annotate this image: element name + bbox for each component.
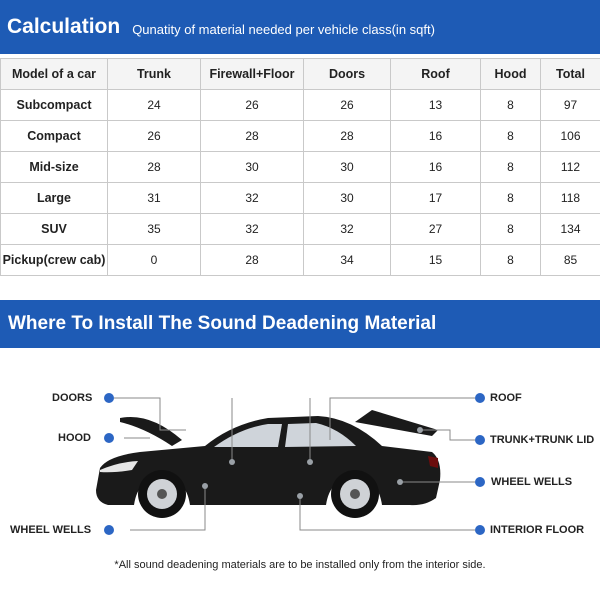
cell: 26 (201, 90, 304, 121)
cell: 27 (391, 214, 481, 245)
marker-hood-icon (104, 433, 114, 443)
header-doors: Doors (304, 59, 391, 90)
footnote: *All sound deadening materials are to be installed only from the interior side. (114, 559, 486, 571)
cell: 13 (391, 90, 481, 121)
cell: 26 (108, 121, 201, 152)
cell: 28 (201, 245, 304, 276)
car-illustration (96, 410, 440, 518)
cell: 24 (108, 90, 201, 121)
calculation-subtitle: Qunatity of material needed per vehicle class(in sqft) (132, 21, 435, 37)
cell: 32 (304, 214, 391, 245)
cell: 28 (304, 121, 391, 152)
row-label: SUV (1, 214, 108, 245)
cell: 8 (481, 214, 541, 245)
marker-trunk-icon (475, 435, 485, 445)
cell: 31 (108, 183, 201, 214)
cell: 32 (201, 183, 304, 214)
label-trunk: TRUNK+TRUNK LID (490, 434, 595, 446)
cell: 16 (391, 121, 481, 152)
cell: 8 (481, 183, 541, 214)
marker-wheel-wells-right-icon (475, 477, 485, 487)
row-label: Mid-size (1, 152, 108, 183)
label-roof: ROOF (490, 392, 522, 404)
label-hood: HOOD (58, 432, 91, 444)
header-roof: Roof (391, 59, 481, 90)
label-doors: DOORS (52, 392, 93, 404)
cell: 30 (201, 152, 304, 183)
cell: 106 (541, 121, 600, 152)
label-wheel-wells-right: WHEEL WELLS (491, 476, 573, 488)
cell: 30 (304, 152, 391, 183)
header-total: Total (541, 59, 600, 90)
header-model: Model of a car (1, 59, 108, 90)
cell: 35 (108, 214, 201, 245)
label-wheel-wells-left: WHEEL WELLS (10, 524, 92, 536)
cell: 16 (391, 152, 481, 183)
cell: 118 (541, 183, 600, 214)
cell: 28 (201, 121, 304, 152)
calculation-title: Calculation (7, 15, 121, 38)
cell: 15 (391, 245, 481, 276)
cell: 17 (391, 183, 481, 214)
cell: 8 (481, 121, 541, 152)
marker-roof-icon (475, 393, 485, 403)
header-hood: Hood (481, 59, 541, 90)
header-firewall-floor: Firewall+Floor (201, 59, 304, 90)
cell: 28 (108, 152, 201, 183)
cell: 134 (541, 214, 600, 245)
cell: 26 (304, 90, 391, 121)
row-label: Compact (1, 121, 108, 152)
header-trunk: Trunk (108, 59, 201, 90)
label-interior-floor: INTERIOR FLOOR (490, 524, 585, 536)
cell: 8 (481, 90, 541, 121)
row-label: Large (1, 183, 108, 214)
row-label: Pickup(crew cab) (1, 245, 108, 276)
row-label: Subcompact (1, 90, 108, 121)
cell: 8 (481, 245, 541, 276)
marker-doors-icon (104, 393, 114, 403)
cell: 30 (304, 183, 391, 214)
marker-wheel-wells-left-icon (104, 525, 114, 535)
install-title: Where To Install The Sound Deadening Material (8, 313, 437, 334)
marker-interior-floor-icon (475, 525, 485, 535)
cell: 85 (541, 245, 600, 276)
cell: 8 (481, 152, 541, 183)
cell: 32 (201, 214, 304, 245)
cell: 112 (541, 152, 600, 183)
cell: 97 (541, 90, 600, 121)
cell: 0 (108, 245, 201, 276)
cell: 34 (304, 245, 391, 276)
